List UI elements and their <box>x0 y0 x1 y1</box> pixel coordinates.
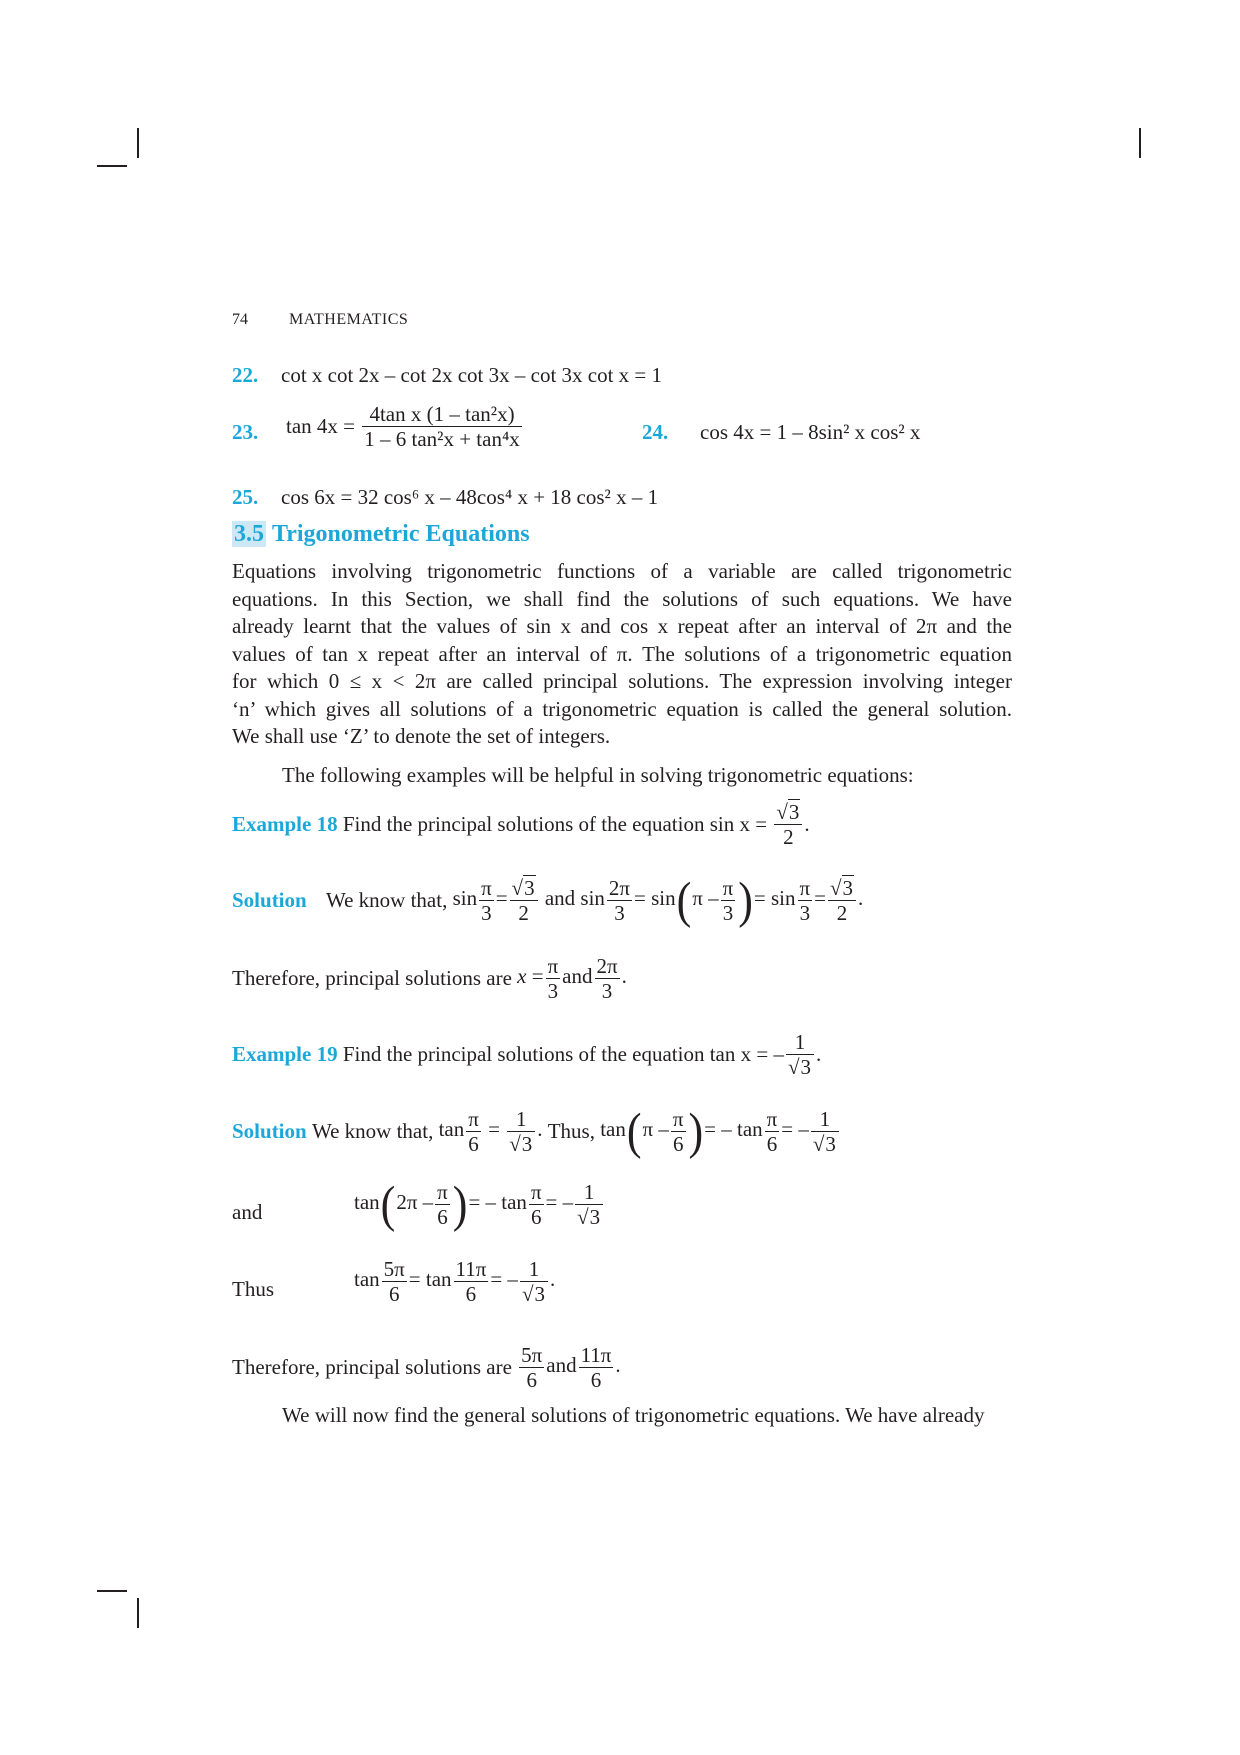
running-head: MATHEMATICS <box>289 311 409 328</box>
solution-18 <box>232 871 864 929</box>
crop-mark-top-left-h <box>97 165 127 167</box>
solution-19-label: Solution <box>232 1118 307 1143</box>
example-19-therefore-text: Therefore, principal solutions are <box>232 1354 512 1379</box>
intro-line: for which 0 ≤ x < 2π are called principal solutions. The expression involving integer <box>232 669 1012 693</box>
solution-18-label: Solution <box>232 887 307 912</box>
example-19-therefore: Therefore, principal solutions are $\frac{5\pi}{6}$ and $\frac{11\pi}{6}$ . <box>232 1343 621 1393</box>
crop-mark-bottom-left-h <box>97 1590 127 1592</box>
intro-paragraph <box>232 558 1012 751</box>
example-19-rhs-fraction: $\frac{1}{√3}$ <box>786 1030 814 1079</box>
example-19-text: Find the principal solutions of the equation tan x = <box>342 1041 769 1066</box>
intro-line: already learnt that the values of sin x and cos x repeat after an interval of 2π and the <box>232 614 1012 638</box>
sqrt3: √3 <box>776 800 800 824</box>
solution-18-math: sin $\frac{\pi}{3}$ = $\frac{√3}{2}$ and sin $\frac{2\pi}{3}$ = sin(π – $\frac{\pi}{3}$ )= sin $\frac{\pi}{3}$ = $\frac{√3}{2}$ . <box>452 871 864 929</box>
example-18-therefore: Therefore, principal solutions are x = $\frac{\pi}{3}$ and $\frac{2\pi}{3}$ . <box>232 954 627 1004</box>
example-18-rhs-fraction: $\frac{√3}{2}$ <box>774 800 802 849</box>
exercise-number-25: 25. <box>232 485 259 509</box>
exercise-number-23: 23. <box>232 420 259 444</box>
intro-line: equations. In this Section, we shall find the solutions of such equations. We have <box>232 586 1012 611</box>
solution-19-and-math: tan(2π – $\frac{\pi}{6}$ )= – tan $\frac{\pi}{6}$ = – $\frac{1}{√3}$ <box>354 1180 605 1229</box>
solution-19-and-label: and <box>232 1200 263 1224</box>
section-heading <box>232 521 530 548</box>
exercise-23-numerator: 4tan x (1 – tan²x) <box>369 402 515 426</box>
example-18-text: Find the principal solutions of the equation sin x = <box>342 811 768 836</box>
crop-mark-top-left-v <box>137 128 139 158</box>
intro-line: We shall use ‘Z’ to denote the set of integers. <box>232 724 611 748</box>
exercise-24-equation: cos 4x = 1 – 8sin² x cos² x <box>700 420 921 444</box>
exercise-23-lhs: tan 4x = <box>286 414 355 439</box>
exercise-number-24: 24. <box>642 420 669 444</box>
solution-19-thus-math: tan $\frac{5\pi}{6}$ = tan $\frac{11\pi}{6}$ = – $\frac{1}{√3}$ . <box>354 1257 556 1307</box>
solution-19: Solution We know that, tan $\frac{\pi}{6}$ = $\frac{1}{√3}$ . Thus, tan(π – $\frac{\pi}{6}$ )= – tan $\frac{\pi}{6}$ = – $\frac{1}{√3}$ <box>232 1107 841 1156</box>
exercise-25-equation: cos 6x = 32 cos⁶ x – 48cos⁴ x + 18 cos² x – 1 <box>281 485 659 509</box>
crop-mark-bottom-left-v <box>137 1598 139 1628</box>
section-title: Trigonometric Equations <box>272 521 530 547</box>
exercise-number-22: 22. <box>232 363 259 387</box>
exercise-23-denominator: 1 – 6 tan²x + tan⁴x <box>364 427 520 452</box>
exercise-22-equation: cot x cot 2x – cot 2x cot 3x – cot 3x cot x = 1 <box>281 363 663 387</box>
closing-text: We will now find the general solutions of trigonometric equations. We have already <box>282 1403 985 1427</box>
example-19-label: Example 19 <box>232 1041 338 1066</box>
exercise-23-fraction <box>362 402 522 451</box>
solution-18-text: We know that, <box>325 887 448 912</box>
solution-19-thus-label: Thus <box>232 1277 274 1301</box>
crop-mark-top-right-v <box>1139 128 1141 158</box>
following-examples-text: The following examples will be helpful in solving trigonometric equations: <box>282 763 914 787</box>
solution-19-thus-inline: Thus, <box>547 1118 595 1143</box>
intro-line: Equations involving trigonometric functions of a variable are called trigonometric <box>232 559 1012 583</box>
intro-line: values of tan x repeat after an interval of π. The solutions of a trigonometric equation <box>232 641 1012 666</box>
example-18: Example 18 Find the principal solutions of the equation sin x = $\frac{√3}{2}$ . <box>232 800 810 850</box>
example-19: Example 19 Find the principal solutions of the equation tan x = – $\frac{1}{√3}$ . <box>232 1030 822 1080</box>
intro-line: ‘n’ which gives all solutions of a trigonometric equation is called the general solution. <box>232 696 1012 721</box>
example-18-label: Example 18 <box>232 811 338 836</box>
exercise-23-equation <box>286 402 524 451</box>
section-number: 3.5 <box>234 521 264 547</box>
example-18-therefore-text: Therefore, principal solutions are <box>232 965 512 990</box>
solution-19-text: We know that, <box>311 1118 434 1143</box>
page-number: 74 <box>232 311 248 328</box>
